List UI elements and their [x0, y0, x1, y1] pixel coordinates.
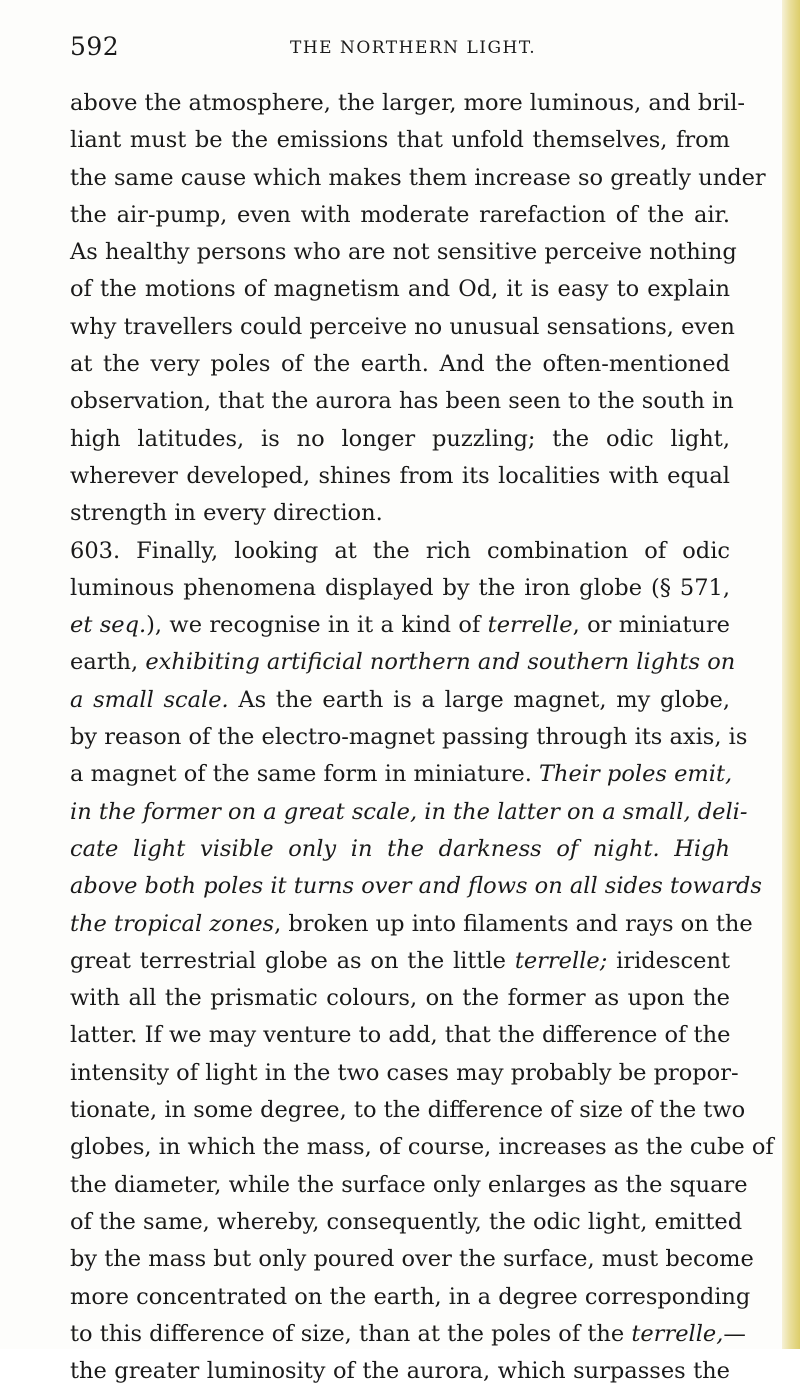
text-span: great terrestrial globe as on the little: [70, 947, 515, 974]
text-span: 603. Finally, looking at the rich combination of odic: [70, 537, 730, 564]
text-span: intensity of light in the two cases may probably be propor-: [70, 1059, 739, 1086]
body-text: [70, 85, 774, 1390]
text-span: liant must be the emissions that unfold themselves, from: [70, 127, 730, 154]
text-span: , or miniature: [572, 612, 730, 639]
text-span: a magnet of the same form in miniature.: [70, 761, 540, 788]
text-line: [70, 383, 734, 420]
text-line: [70, 719, 748, 756]
text-span: globes, in which the mass, of course, increases as the cube of: [70, 1134, 774, 1161]
text-line: [70, 943, 730, 980]
page-number: 592: [70, 32, 120, 61]
text-line: [70, 794, 748, 831]
text-span: more concentrated on the earth, in a degree corresponding: [70, 1283, 751, 1310]
italic-span: terrelle: [487, 612, 573, 639]
text-span: latter. If we may venture to add, that the difference of the: [70, 1022, 731, 1049]
text-span: at the very poles of the earth. And the often-mentioned: [70, 351, 730, 378]
text-span: strength in every direction.: [70, 500, 383, 527]
text-span: the same cause which makes them increase so greatly under: [70, 164, 766, 191]
text-span: earth,: [70, 649, 146, 676]
text-line: [70, 160, 766, 197]
italic-span: the tropical zones: [70, 910, 275, 937]
italic-span: Their poles emit,: [539, 761, 733, 788]
text-line: [70, 1167, 748, 1204]
running-head: [70, 32, 730, 62]
text-line: [70, 1129, 774, 1166]
text-line: [70, 831, 730, 868]
text-span: iridescent: [607, 947, 730, 974]
text-span: tionate, in some degree, to the difference of size of the two: [70, 1097, 746, 1124]
text-line: [70, 421, 730, 458]
text-line: [70, 1204, 743, 1241]
text-span: As the earth is a large magnet, my globe,: [228, 686, 730, 713]
text-span: observation, that the aurora has been seen to the south in: [70, 388, 734, 415]
text-span: by the mass but only poured over the surface, must become: [70, 1246, 754, 1273]
running-header-title: THE NORTHERN LIGHT.: [290, 38, 537, 58]
text-line: [70, 1353, 730, 1390]
text-line: [70, 570, 730, 607]
text-line: [70, 906, 753, 943]
text-line: [70, 868, 762, 905]
text-line: [70, 85, 745, 122]
text-span: above the atmosphere, the larger, more luminous, and bril-: [70, 90, 745, 116]
text-line: [70, 1241, 754, 1278]
text-line: [70, 346, 730, 383]
italic-span: cate light visible only in the darkness of night. High: [70, 835, 730, 862]
text-span: by reason of the electro-magnet passing through its axis, is: [70, 724, 748, 751]
text-span: luminous phenomena displayed by the iron globe (§ 571,: [70, 574, 730, 601]
text-line: [70, 533, 730, 570]
text-span: the greater luminosity of the aurora, which surpasses the: [70, 1358, 730, 1385]
text-line: [70, 122, 730, 159]
text-span: of the motions of magnetism and Od, it is easy to explain: [70, 276, 730, 303]
text-span: ), we recognise in it a kind of: [146, 612, 488, 639]
text-line: [70, 234, 737, 271]
text-line: [70, 756, 733, 793]
text-span: wherever developed, shines from its localities with equal: [70, 462, 730, 489]
text-span: of the same, whereby, consequently, the odic light, emitted: [70, 1208, 743, 1235]
italic-span: terrelle;: [514, 947, 608, 974]
text-span: high latitudes, is no longer puzzling; the odic light,: [70, 425, 730, 452]
text-line: [70, 1316, 746, 1353]
text-line: [70, 1055, 739, 1092]
text-line: [70, 682, 730, 719]
text-line: [70, 458, 730, 495]
page-edge: [782, 0, 800, 1349]
text-line: [70, 980, 730, 1017]
italic-span: terrelle,: [631, 1320, 724, 1347]
text-line: [70, 607, 730, 644]
text-line: [70, 495, 730, 532]
text-span: As healthy persons who are not sensitive perceive nothing: [70, 239, 737, 266]
text-span: to this difference of size, than at the poles of the: [70, 1320, 632, 1347]
text-line: [70, 1092, 746, 1129]
text-span: with all the prismatic colours, on the former as upon the: [70, 985, 730, 1012]
italic-span: above both poles it turns over and flows on all sides towards: [70, 873, 762, 900]
italic-span: in the former on a great scale, in the latter on a small, deli-: [70, 798, 748, 825]
text-span: , broken up into filaments and rays on the: [274, 910, 753, 937]
text-line: [70, 309, 735, 346]
text-span: the diameter, while the surface only enlarges as the square: [70, 1171, 748, 1198]
italic-span: a small scale.: [70, 686, 229, 713]
text-span: the air-pump, even with moderate rarefaction of the air.: [70, 201, 730, 228]
text-line: [70, 1017, 730, 1054]
italic-span: exhibiting artificial northern and southern lights on: [145, 649, 736, 676]
text-line: [70, 644, 736, 681]
italic-span: et seq.: [70, 612, 147, 639]
text-line: [70, 271, 730, 308]
text-line: [70, 197, 730, 234]
text-line: [70, 1279, 751, 1316]
text-span: why travellers could perceive no unusual sensations, even: [70, 313, 735, 340]
text-span: —: [723, 1320, 746, 1347]
